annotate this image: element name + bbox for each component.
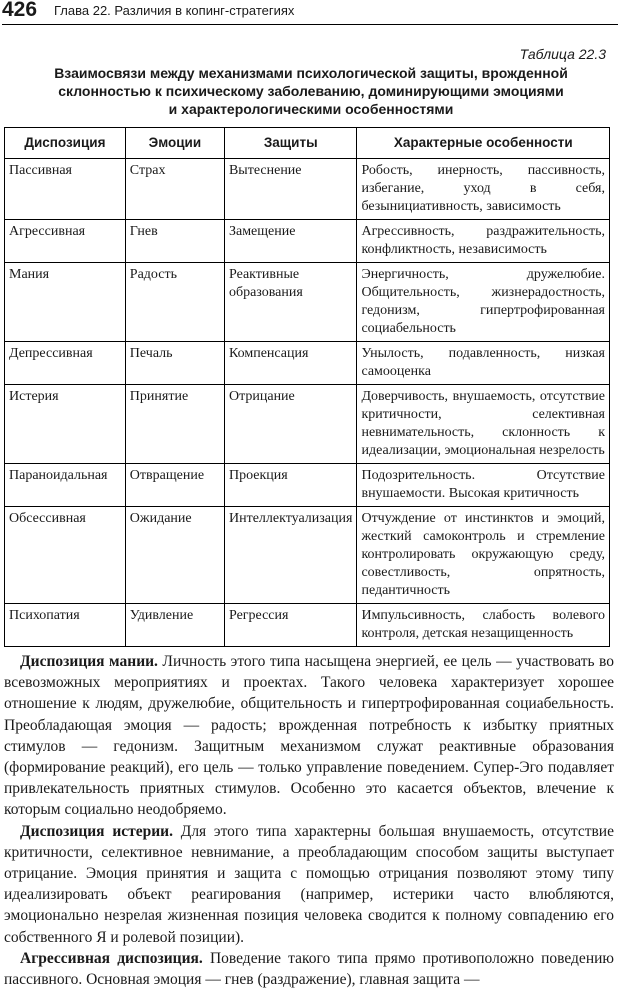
cell-disposition: Параноидальная (5, 464, 126, 507)
cell-defense: Компенсация (224, 342, 356, 385)
cell-features: Энергичность, дружелюбие. Общительность, жизнерадостность, гедонизм, гипертрофированная социабельность (357, 263, 610, 342)
paragraph-lead: Диспозиция истерии. (20, 822, 173, 840)
table-row (5, 604, 610, 647)
cell-features: Агрессивность, раздражительность, конфликтность, независимость (357, 220, 610, 263)
column-header-emotion: Эмоции (125, 128, 224, 159)
column-header-disposition: Диспозиция (5, 128, 126, 159)
page-header (2, 0, 618, 24)
cell-features: Робость, инерность, пассивность, избегание, уход в себя, безынициативность, зависимость (357, 159, 610, 220)
paragraph-lead: Агрессивная диспозиция. (20, 949, 203, 967)
cell-defense: Отрицание (224, 385, 356, 464)
table-title-line: склонностью к психическому заболеванию, доминирующими эмоциями (58, 83, 564, 99)
cell-disposition: Мания (5, 263, 126, 342)
cell-features: Импульсивность, слабость волевого контроля, детская незащищенность (357, 604, 610, 647)
cell-defense: Проекция (224, 464, 356, 507)
column-header-defense: Защиты (224, 128, 356, 159)
table-row (5, 159, 610, 220)
cell-defense: Регрессия (224, 604, 356, 647)
cell-emotion: Радость (125, 263, 224, 342)
table-row (5, 385, 610, 464)
cell-emotion: Ожидание (125, 507, 224, 604)
table-row (5, 220, 610, 263)
header-rule (2, 24, 618, 25)
cell-defense: Реактивные образования (224, 263, 356, 342)
table-row (5, 263, 610, 342)
table-title (28, 64, 594, 118)
cell-features: Подозрительность. Отсутствие внушаемости. Высокая критичность (357, 464, 610, 507)
table-row (5, 507, 610, 604)
table-title-line: Взаимосвязи между механизмами психологической защиты, врожденной (54, 65, 568, 81)
cell-disposition: Психопатия (5, 604, 126, 647)
cell-emotion: Печаль (125, 342, 224, 385)
paragraph-mania (4, 651, 614, 821)
cell-disposition: Пассивная (5, 159, 126, 220)
paragraph-hysteria (4, 821, 614, 948)
cell-features: Унылость, подавленность, низкая самооценка (357, 342, 610, 385)
cell-disposition: Истерия (5, 385, 126, 464)
column-header-features: Характерные особенности (357, 128, 610, 159)
paragraph-aggressive (4, 948, 614, 990)
cell-disposition: Обсессивная (5, 507, 126, 604)
paragraph-text: Поведение такого типа прямо противоположно поведению пассивного. Основная эмоция — гнев (раздражение), главная защита — (4, 949, 614, 989)
paragraph-text: Личность этого типа насыщена энергией, ее цель — участвовать во всевозможных мероприятиях и проектах. Такого человека характеризует хорошее отношение к людям, дружелюбие, общительность и гипертрофированная социабельность. Преобладающая эмоция — радость; врожденная потребность к избытку приятных стимулов — гедонизм. Защитным механизмом служат реактивные образования (формирование реакций), его цель — только управление поведением. Супер-Эго подавляет привлекательность приятных стимулов. Особенно это касается объектов, влечение к которым социально неодобряемо. (4, 653, 615, 819)
cell-disposition: Депрессивная (5, 342, 126, 385)
table-label: Таблица 22.3 (519, 46, 606, 62)
table-row (5, 342, 610, 385)
table-row (5, 464, 610, 507)
cell-features: Доверчивость, внушаемость, отсутствие критичности, селективная невнимательность, склонность к идеализации, эмоциональная незрелость (357, 385, 610, 464)
chapter-title: Глава 22. Различия в копинг-стратегиях (54, 3, 295, 18)
cell-emotion: Гнев (125, 220, 224, 263)
cell-defense: Замещение (224, 220, 356, 263)
cell-features: Отчуждение от инстинктов и эмоций, жесткий самоконтроль и стремление контролировать окружающую среду, совестливость, опрятность, педантичность (357, 507, 610, 604)
table-title-line: и характерологическими особенностями (168, 101, 454, 117)
cell-emotion: Удивление (125, 604, 224, 647)
body-text (4, 651, 614, 990)
page-number: 426 (2, 0, 38, 21)
cell-emotion: Страх (125, 159, 224, 220)
cell-defense: Интеллектуализация (224, 507, 356, 604)
paragraph-lead: Диспозиция мании. (20, 653, 158, 670)
cell-defense: Вытеснение (224, 159, 356, 220)
paragraph-text: Для этого типа характерны большая внушаемость, отсутствие критичности, селективное невнимание, а преобладающим способом защиты выступает отрицание. Эмоция принятия и защита с помощью отрицания позволяют этому типу идеализировать объект реагирования (например, истерики часто влюбляются, эмоционально незрелая жизненная позиция человека сводится к полному совпадению его собственного Я и ролевой позиции). (4, 822, 614, 946)
cell-disposition: Агрессивная (5, 220, 126, 263)
dispositions-table (4, 127, 610, 647)
table-header-row (5, 128, 610, 159)
cell-emotion: Отвращение (125, 464, 224, 507)
cell-emotion: Принятие (125, 385, 224, 464)
